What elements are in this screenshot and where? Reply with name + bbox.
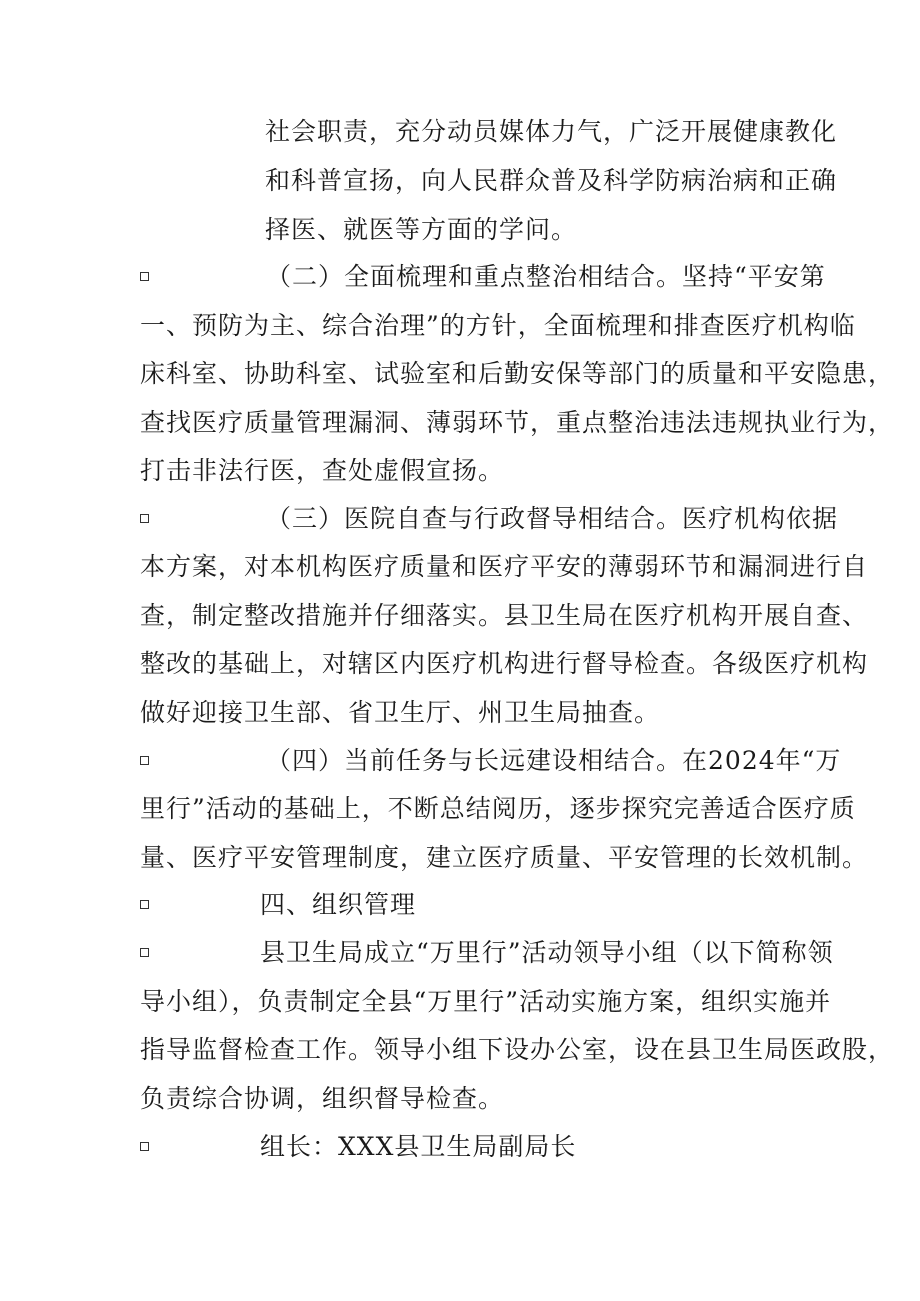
- text-line: （四）当前任务与长远建设相结合。在2024年“万: [266, 746, 842, 775]
- text-line: 整改的基础上，对辖区内医疗机构进行督导检查。各级医疗机构: [140, 649, 869, 678]
- paragraph-marker: [140, 1142, 149, 1151]
- paragraph-marker: [140, 514, 149, 523]
- text-line: 择医、就医等方面的学问。: [265, 215, 578, 244]
- text-line: 指导监督检查工作。领导小组下设办公室，设在县卫生局医政股，: [140, 1035, 895, 1064]
- paragraph-marker: [140, 272, 149, 281]
- text-line: 查找医疗质量管理漏洞、薄弱环节，重点整治违法违规执业行为，: [140, 408, 895, 437]
- text-line: 查，制定整改措施并仔细落实。县卫生局在医疗机构开展自查、: [140, 601, 869, 630]
- text-line: 负责综合协调，组织督导检查。: [140, 1084, 505, 1113]
- text-line: （二）全面梳理和重点整治相结合。坚持“平安第: [266, 262, 826, 291]
- text-line: （三）医院自查与行政督导相结合。医疗机构依据: [266, 504, 839, 533]
- text-line: 和科普宣扬，向人民群众普及科学防病治病和正确: [265, 166, 838, 195]
- text-line: 量、医疗平安管理制度，建立医疗质量、平安管理的长效机制。: [140, 843, 869, 872]
- section-heading: 四、组织管理: [260, 890, 417, 919]
- text-line: 本方案，对本机构医疗质量和医疗平安的薄弱环节和漏洞进行自: [140, 552, 869, 581]
- text-line: 导小组），负责制定全县“万里行”活动实施方案，组织实施并: [140, 987, 832, 1016]
- text-line: 县卫生局成立“万里行”活动领导小组（以下简称领: [260, 938, 834, 967]
- paragraph-marker: [140, 756, 149, 765]
- paragraph-marker: [140, 900, 149, 909]
- text-line: 打击非法行医，查处虚假宣扬。: [140, 456, 505, 485]
- text-line: 一、预防为主、综合治理”的方针，全面梳理和排查医疗机构临: [140, 311, 856, 340]
- text-line: 组长：XXX县卫生局副局长: [260, 1132, 577, 1161]
- text-line: 里行”活动的基础上，不断总结阅历，逐步探究完善适合医疗质: [140, 794, 856, 823]
- paragraph-marker: [140, 948, 149, 957]
- text-line: 社会职责，充分动员媒体力气，广泛开展健康教化: [265, 117, 838, 146]
- text-line: 床科室、协助科室、试验室和后勤安保等部门的质量和平安隐患，: [140, 359, 895, 388]
- text-line: 做好迎接卫生部、省卫生厅、州卫生局抽查。: [140, 698, 661, 727]
